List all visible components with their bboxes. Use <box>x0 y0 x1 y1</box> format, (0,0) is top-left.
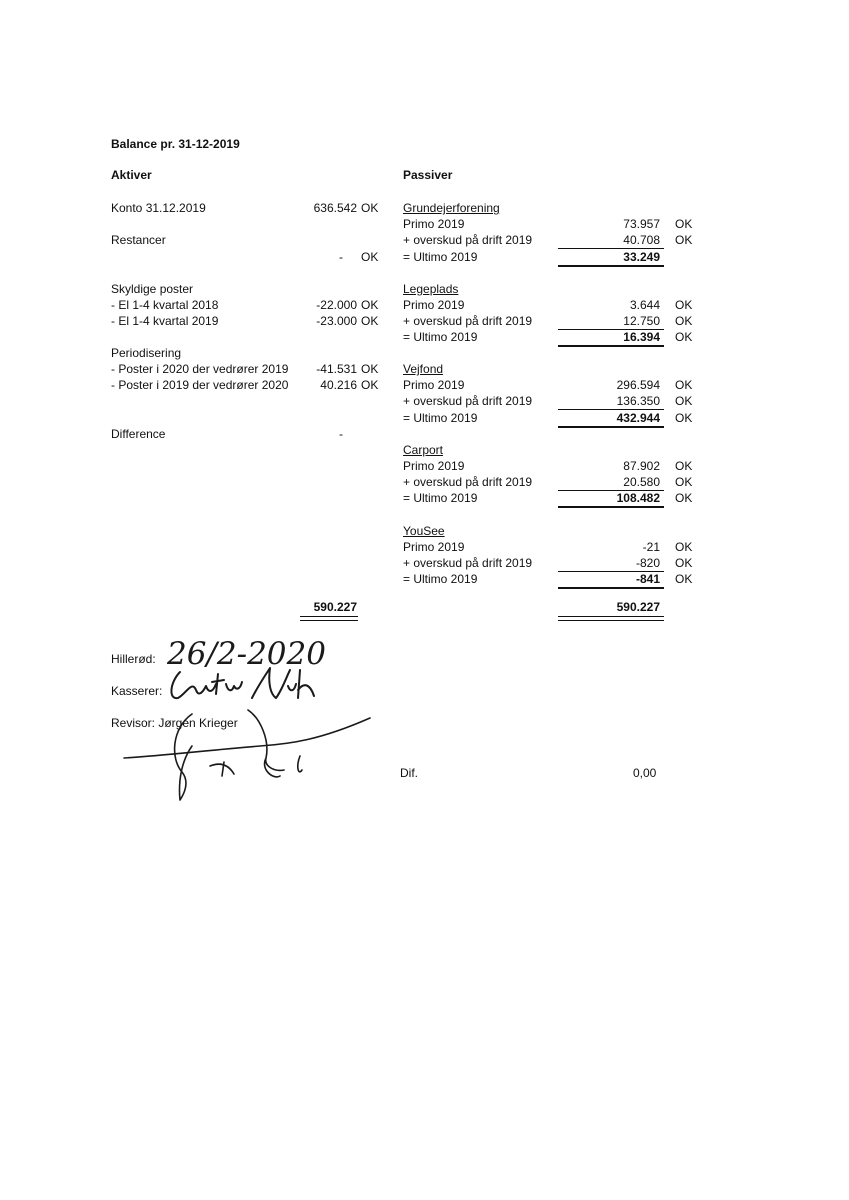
konto-status: OK <box>361 201 379 215</box>
row-value: 296.594 <box>616 378 660 392</box>
revisor-signature <box>120 700 380 805</box>
skyldige-item-value: -23.000 <box>316 314 357 328</box>
ultimo-line <box>558 587 664 589</box>
aktiver-heading: Aktiver <box>111 168 152 182</box>
group-heading: Grundejerforening <box>403 201 500 215</box>
row-status: OK <box>675 378 693 392</box>
kasserer-label: Kasserer: <box>111 684 163 698</box>
dif-value: 0,00 <box>633 766 657 780</box>
row-status: OK <box>675 314 693 328</box>
passiver-total: 590.227 <box>616 600 660 614</box>
group-heading: Legeplads <box>403 282 459 296</box>
group-heading: YouSee <box>403 524 445 538</box>
row-label: Primo 2019 <box>403 378 465 392</box>
periodisering-item-status: OK <box>361 378 379 392</box>
skyldige-label: Skyldige poster <box>111 282 194 296</box>
row-label: = Ultimo 2019 <box>403 250 478 264</box>
row-value: 73.957 <box>623 217 660 231</box>
revisor-label: Revisor: Jørgen Krieger <box>111 716 238 730</box>
periodisering-item-status: OK <box>361 362 379 376</box>
row-label: = Ultimo 2019 <box>403 491 478 505</box>
row-label: + overskud på drift 2019 <box>403 475 533 489</box>
konto-label: Konto 31.12.2019 <box>111 201 206 215</box>
document-title: Balance pr. 31-12-2019 <box>111 137 240 151</box>
row-value: 16.394 <box>623 330 660 344</box>
row-value: 33.249 <box>623 250 660 264</box>
row-value: 40.708 <box>623 233 660 247</box>
row-value: -820 <box>635 556 660 570</box>
dif-label: Dif. <box>400 766 418 780</box>
periodisering-item-value: 40.216 <box>320 378 357 392</box>
row-value: 3.644 <box>629 298 660 312</box>
row-value: 12.750 <box>623 314 660 328</box>
row-value: 136.350 <box>616 394 660 408</box>
row-status: OK <box>675 556 693 570</box>
row-label: + overskud på drift 2019 <box>403 314 533 328</box>
ultimo-line <box>558 426 664 428</box>
restancer-value: - <box>339 250 343 264</box>
periodisering-item-label: - Poster i 2019 der vedrører 2020 <box>111 378 289 392</box>
passiver-heading: Passiver <box>403 168 453 182</box>
periodisering-label: Periodisering <box>111 346 182 360</box>
place-label: Hillerød: <box>111 652 156 666</box>
konto-value: 636.542 <box>313 201 357 215</box>
skyldige-item-status: OK <box>361 314 379 328</box>
periodisering-item-label: - Poster i 2020 der vedrører 2019 <box>111 362 289 376</box>
passiver-total-underline <box>558 616 664 621</box>
row-status: OK <box>675 475 693 489</box>
row-value: 87.902 <box>623 459 660 473</box>
row-status: OK <box>675 411 693 425</box>
aktiver-total-underline <box>300 616 358 621</box>
restancer-status: OK <box>361 250 379 264</box>
row-status: OK <box>675 540 693 554</box>
row-label: = Ultimo 2019 <box>403 330 478 344</box>
row-value: 432.944 <box>616 411 660 425</box>
row-value: -841 <box>635 572 660 586</box>
periodisering-item-value: -41.531 <box>316 362 357 376</box>
row-label: Primo 2019 <box>403 217 465 231</box>
skyldige-item-status: OK <box>361 298 379 312</box>
group-heading: Vejfond <box>403 362 444 376</box>
row-label: = Ultimo 2019 <box>403 572 478 586</box>
handwritten-date-text: 26/2-2020 <box>167 636 326 672</box>
skyldige-item-label: - El 1-4 kvartal 2018 <box>111 298 219 312</box>
row-label: + overskud på drift 2019 <box>403 556 533 570</box>
row-label: = Ultimo 2019 <box>403 411 478 425</box>
difference-label: Difference <box>111 427 166 441</box>
row-status: OK <box>675 330 693 344</box>
row-label: Primo 2019 <box>403 540 465 554</box>
ultimo-line <box>558 506 664 508</box>
group-heading: Carport <box>403 443 444 457</box>
row-label: Primo 2019 <box>403 459 465 473</box>
subtotal-line <box>558 409 664 410</box>
skyldige-item-value: -22.000 <box>316 298 357 312</box>
row-value: 20.580 <box>623 475 660 489</box>
row-status: OK <box>675 491 693 505</box>
ultimo-line <box>558 345 664 347</box>
row-value: 108.482 <box>616 491 660 505</box>
ultimo-line <box>558 265 664 267</box>
row-status: OK <box>675 233 693 247</box>
subtotal-line <box>558 248 664 249</box>
row-status: OK <box>675 298 693 312</box>
row-label: + overskud på drift 2019 <box>403 394 533 408</box>
row-label: + overskud på drift 2019 <box>403 233 533 247</box>
row-status: OK <box>675 572 693 586</box>
row-status: OK <box>675 394 693 408</box>
skyldige-item-label: - El 1-4 kvartal 2019 <box>111 314 219 328</box>
aktiver-total: 590.227 <box>313 600 357 614</box>
restancer-label: Restancer <box>111 233 166 247</box>
row-status: OK <box>675 459 693 473</box>
row-status: OK <box>675 217 693 231</box>
row-value: -21 <box>642 540 660 554</box>
row-label: Primo 2019 <box>403 298 465 312</box>
difference-value: - <box>339 427 343 441</box>
